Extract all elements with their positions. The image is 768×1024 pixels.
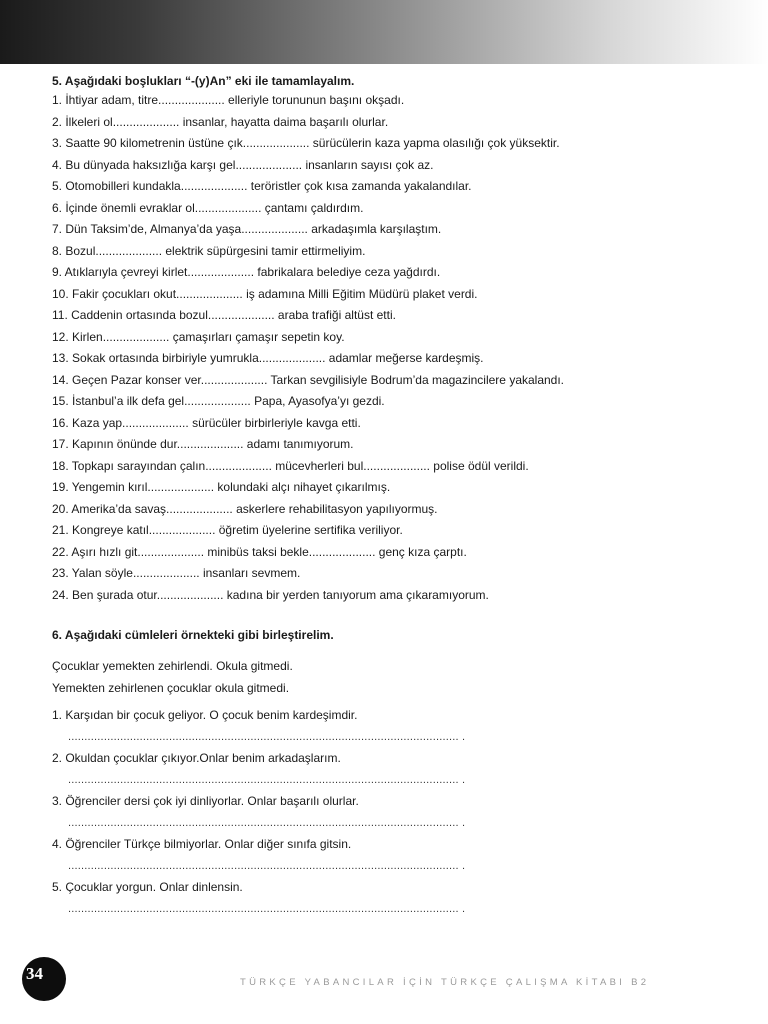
exercise-6-title: 6. Aşağıdaki cümleleri örnekteki gibi birleştirelim. [52,628,334,642]
answer-line: ........................................................................................................................ . [68,774,466,786]
exercise-5-item: 8. Bozul.................... elektrik süpürgesini tamir ettirmeliyim. [52,243,366,258]
exercise-5-item: 5. Otomobilleri kundakla.................... teröristler çok kısa zamanda yakalandılar. [52,179,472,193]
exercise-5-item: 13. Sokak ortasında birbiriyle yumrukla.................... adamlar meğerse kardeşmiş. [52,351,484,365]
exercise-5-item: 19. Yengemin kırıl.................... kolundaki alçı nihayet çıkarılmış. [52,480,391,494]
answer-line: ........................................................................................................................ . [68,860,466,872]
answer-line: ........................................................................................................................ . [68,817,466,829]
exercise-5-item: 9. Atıklarıyla çevreyi kirlet.................... fabrikalara belediye ceza yağdırdı. [52,265,441,279]
exercise-6-question: 5. Çocuklar yorgun. Onlar dinlensin. [52,880,243,894]
exercise-5-item: 14. Geçen Pazar konser ver.................... Tarkan sevgilisiyle Bodrum’da magazincilere yakalandı. [52,372,565,387]
exercise-5-item: 6. İçinde önemli evraklar ol.................... çantamı çaldırdım. [52,200,364,215]
exercise-5-item: 11. Caddenin ortasında bozul.................... araba trafiği altüst etti. [52,308,396,322]
exercise-6-item [52,834,732,877]
answer-line: ........................................................................................................................ . [68,731,466,743]
exercise-6-question: 1. Karşıdan bir çocuk geliyor. O çocuk benim kardeşimdir. [52,708,358,722]
exercise-6-item [52,705,732,748]
exercise-6-example [52,656,732,699]
exercise-6-question: 2. Okuldan çocuklar çıkıyor.Onlar benim arkadaşlarım. [52,751,341,765]
exercise-5-item: 12. Kirlen.................... çamaşırları çamaşır sepetin koy. [52,329,345,344]
exercise-5-item: 20. Amerika’da savaş.................... askerlere rehabilitasyon yapılıyormuş. [52,501,438,516]
exercise-5-item: 22. Aşırı hızlı git.................... minibüs taksi bekle.................... genç kıza çarptı. [52,544,467,559]
exercise-5-item: 17. Kapının önünde dur.................... adamı tanımıyorum. [52,437,354,451]
example-sentence: Çocuklar yemekten zehirlendi. Okula gitmedi. [52,659,293,673]
exercise-5-item: 16. Kaza yap.................... sürücüler birbirleriyle kavga etti. [52,415,361,430]
exercise-6-question: 4. Öğrenciler Türkçe bilmiyorlar. Onlar diğer sınıfa gitsin. [52,837,352,851]
exercise-6-item [52,748,732,791]
exercise-5-item: 18. Topkapı sarayından çalın.................... mücevherleri bul.................... polise ödül verildi. [52,458,529,473]
exercise-5-item: 21. Kongreye katıl.................... öğretim üyelerine sertifika veriliyor. [52,523,403,537]
exercise-5-list [52,90,732,606]
answer-line: ........................................................................................................................ . [68,903,466,915]
exercise-6-question: 3. Öğrenciler dersi çok iyi dinliyorlar. Onlar başarılı olurlar. [52,794,359,808]
exercise-5-item: 15. İstanbul’a ilk defa gel.................... Papa, Ayasofya’yı gezdi. [52,394,385,408]
header-gradient-band [0,0,768,64]
exercise-5-title: 5. Aşağıdaki boşlukları “-(y)An” eki ile tamamlayalım. [52,74,355,88]
exercise-5-item: 24. Ben şurada otur.................... kadına bir yerden tanıyorum ama çıkaramıyorum. [52,587,489,602]
exercise-5-item: 4. Bu dünyada haksızlığa karşı gel.................... insanların sayısı çok az. [52,157,434,172]
exercise-5-item: 2. İlkeleri ol.................... insanlar, hayatta daima başarılı olurlar. [52,114,389,129]
exercise-5-item: 23. Yalan söyle.................... insanları sevmem. [52,566,301,580]
exercise-6-item [52,791,732,834]
example-answer: Yemekten zehirlenen çocuklar okula gitmedi. [52,680,290,695]
exercise-6-item [52,877,732,920]
exercise-5-item: 3. Saatte 90 kilometrenin üstüne çık.................... sürücülerin kaza yapma olasılığı çok yüksektir. [52,136,560,150]
exercise-5-item: 7. Dün Taksim’de, Almanya’da yaşa.................... arkadaşımla karşılaştım. [52,222,442,236]
page-content [52,72,732,920]
exercise-5-item: 10. Fakir çocukları okut.................... iş adamına Milli Eğitim Müdürü plaket verdi. [52,286,478,301]
exercise-5 [52,72,732,606]
exercise-5-item: 1. İhtiyar adam, titre.................... elleriyle torununun başını okşadı. [52,93,405,107]
exercise-6 [52,626,732,920]
footer-book-title: TÜRKÇE YABANCILAR İÇİN TÜRKÇE ÇALIŞMA KİTABI B2 [240,977,650,988]
page-number: 34 [26,964,43,983]
